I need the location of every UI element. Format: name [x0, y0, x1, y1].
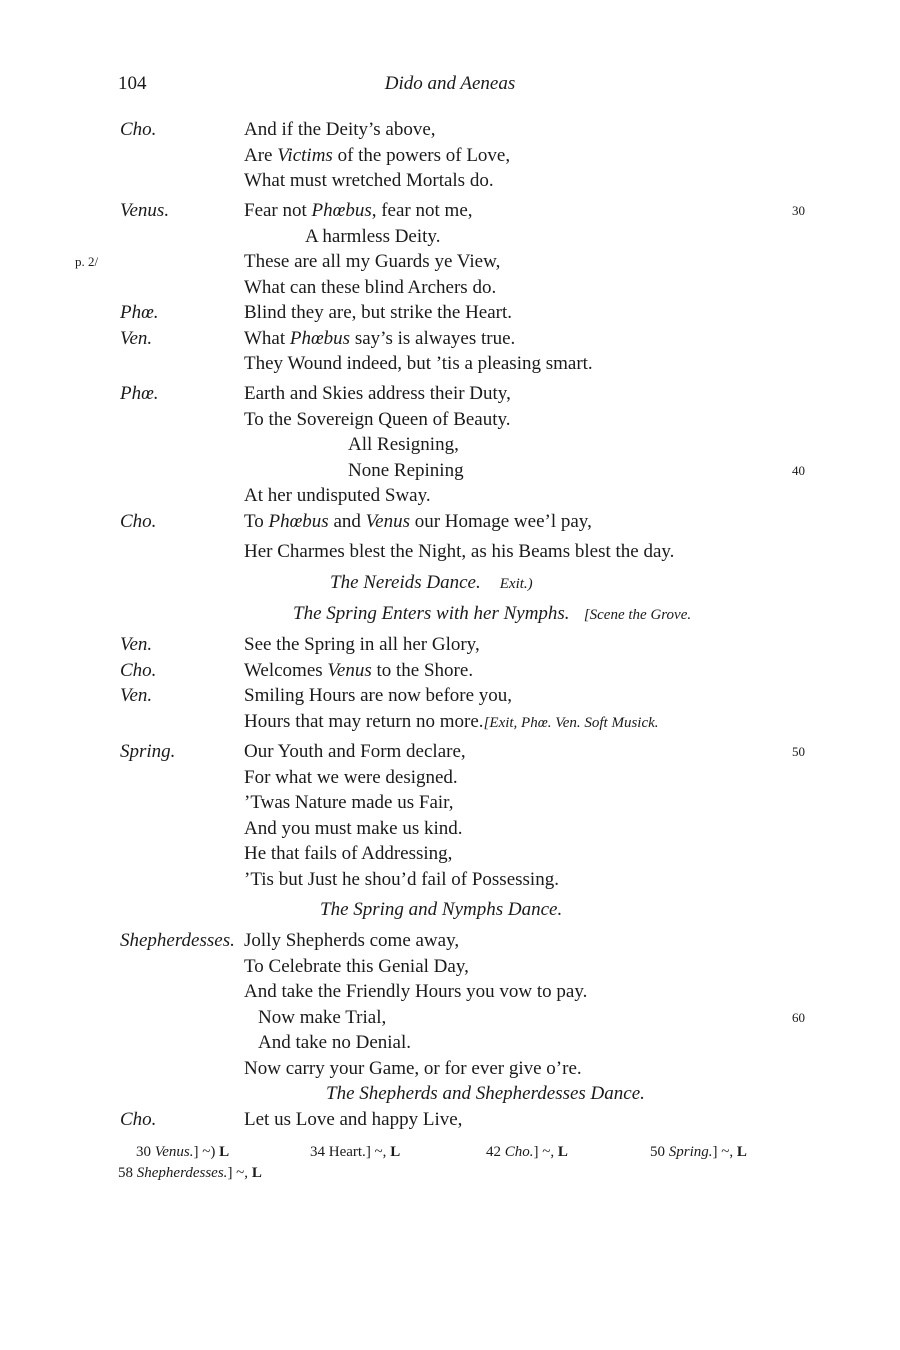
line-text: What Phœbus say’s is alwayes true.	[244, 327, 516, 349]
stage-direction-text: The Shepherds and Shepherdesses Dance.	[326, 1083, 645, 1104]
line-text: Her Charmes blest the Night, as his Beams blest the day.	[244, 541, 675, 562]
speaker-label: Ven.	[120, 634, 153, 655]
line-text: He that fails of Addressing,	[244, 843, 453, 864]
verse-line	[0, 1005, 900, 1031]
speaker-label: Cho.	[120, 510, 157, 532]
line-number: 40	[792, 462, 805, 478]
verse-line	[0, 683, 900, 709]
speaker-label: Venus.	[120, 200, 170, 221]
line-text: ’Twas Nature made us Fair,	[244, 792, 454, 813]
verse-line	[0, 458, 900, 484]
line-text: Welcomes Venus to the Shore.	[244, 659, 474, 681]
textual-note: 34 Heart.] ~, L	[310, 1144, 401, 1160]
verse-line	[0, 509, 900, 535]
speaker-label: Ven.	[120, 327, 153, 349]
line-text: Now carry your Game, or for ever give o’re.	[244, 1057, 582, 1079]
verse-line	[0, 739, 900, 765]
textual-note: 42 Cho.] ~, L	[486, 1144, 568, 1160]
stage-direction	[0, 897, 900, 923]
speech-block	[0, 539, 900, 565]
line-text: To Phœbus and Venus our Homage wee’l pay,	[244, 510, 592, 532]
verse-line	[0, 816, 900, 842]
textual-note: 58 Shepherdesses.] ~, L	[118, 1165, 262, 1181]
stage-direction-text: The Spring and Nymphs Dance.	[320, 899, 563, 920]
line-text: And if the Deity’s above,	[244, 119, 436, 140]
verse-line	[0, 954, 900, 980]
speech-block	[0, 632, 900, 734]
line-text: Are Victims of the powers of Love,	[244, 144, 511, 166]
verse-line	[0, 198, 900, 224]
speaker-label: Cho.	[120, 1108, 157, 1130]
verse-line	[0, 407, 900, 433]
line-text: Smiling Hours are now before you,	[244, 685, 513, 706]
line-text: What can these blind Archers do.	[244, 276, 497, 298]
verse-line	[0, 483, 900, 509]
line-text: A harmless Deity.	[305, 225, 441, 247]
stage-direction-line	[0, 897, 900, 923]
speech-block	[0, 198, 900, 377]
line-text: Jolly Shepherds come away,	[244, 930, 460, 951]
stage-direction	[0, 570, 900, 596]
stage-direction	[0, 601, 900, 627]
verse-line	[0, 841, 900, 867]
speech-block	[0, 928, 900, 1132]
verse-line	[0, 790, 900, 816]
speaker-label: Ven.	[120, 685, 153, 706]
line-text: Our Youth and Form declare,	[244, 741, 466, 762]
speaker-label: Cho.	[120, 119, 157, 140]
line-text: Fear not Phœbus, fear not me,	[244, 200, 473, 221]
speaker-label: Spring.	[120, 741, 176, 762]
line-text: Let us Love and happy Live,	[244, 1108, 463, 1130]
verse-line	[0, 168, 900, 194]
page-number: 104	[118, 73, 147, 94]
page-reference: p. 2/	[75, 254, 99, 269]
verse-line	[0, 381, 900, 407]
verse-line	[0, 632, 900, 658]
speaker-label: Phœ.	[120, 302, 159, 323]
verse-line	[0, 224, 900, 250]
verse-line	[0, 1107, 900, 1133]
verse-line	[0, 432, 900, 458]
line-number: 50	[792, 744, 805, 759]
line-text: They Wound indeed, but ’tis a pleasing smart.	[244, 353, 593, 374]
verse-line	[0, 117, 900, 143]
line-text: What must wretched Mortals do.	[244, 170, 494, 191]
speaker-label: Phœ.	[120, 383, 159, 404]
speaker-label: Shepherdesses.	[120, 930, 235, 951]
textual-note: 50 Spring.] ~, L	[650, 1144, 747, 1160]
line-number: 60	[792, 1009, 805, 1025]
line-text: To Celebrate this Genial Day,	[244, 955, 469, 977]
speaker-label: Cho.	[120, 659, 157, 681]
verse-line	[0, 765, 900, 791]
line-text: Earth and Skies address their Duty,	[244, 383, 511, 404]
verse-line	[0, 351, 900, 377]
verse-line	[0, 249, 900, 275]
line-text: See the Spring in all her Glory,	[244, 634, 480, 655]
speech-block	[0, 739, 900, 892]
line-text: At her undisputed Sway.	[244, 485, 431, 506]
verse-line	[0, 867, 900, 893]
line-text: Now make Trial,	[258, 1006, 387, 1028]
verse-line	[0, 275, 900, 301]
line-text: And take no Denial.	[258, 1032, 412, 1053]
verse-line	[0, 326, 900, 352]
speech-block	[0, 117, 900, 194]
stage-direction-text: The Spring Enters with her Nymphs. [Scene the Grove.	[293, 603, 692, 624]
stage-direction-line	[0, 1081, 900, 1107]
line-text: Hours that may return no more.[Exit, Phœ. Ven. Soft Musick.	[244, 710, 659, 732]
line-text: To the Sovereign Queen of Beauty.	[244, 408, 511, 430]
running-title: Dido and Aeneas	[384, 73, 516, 94]
verse-line	[0, 1056, 900, 1082]
verse-line	[0, 709, 900, 735]
line-text: Blind they are, but strike the Heart.	[244, 302, 513, 323]
verse-line	[0, 928, 900, 954]
line-number: 30	[792, 203, 805, 218]
line-text: And take the Friendly Hours you vow to pay.	[244, 981, 588, 1002]
verse-line	[0, 658, 900, 684]
line-text: For what we were designed.	[244, 766, 458, 788]
speech-block	[0, 381, 900, 534]
line-text: ’Tis but Just he shou’d fail of Possessing.	[244, 868, 559, 890]
line-text: All Resigning,	[348, 434, 459, 455]
verse-line	[0, 539, 900, 565]
verse-line	[0, 143, 900, 169]
verse-line	[0, 300, 900, 326]
verse-line	[0, 1030, 900, 1056]
line-text: And you must make us kind.	[244, 817, 463, 839]
line-text: These are all my Guards ye View,	[244, 251, 501, 272]
verse-line	[0, 979, 900, 1005]
stage-direction-line	[0, 601, 900, 627]
textual-note: 30 Venus.] ~) L	[136, 1144, 230, 1160]
stage-direction-text: The Nereids Dance. Exit.)	[330, 572, 533, 593]
line-text: None Repining	[348, 459, 464, 481]
stage-direction-line	[0, 570, 900, 596]
